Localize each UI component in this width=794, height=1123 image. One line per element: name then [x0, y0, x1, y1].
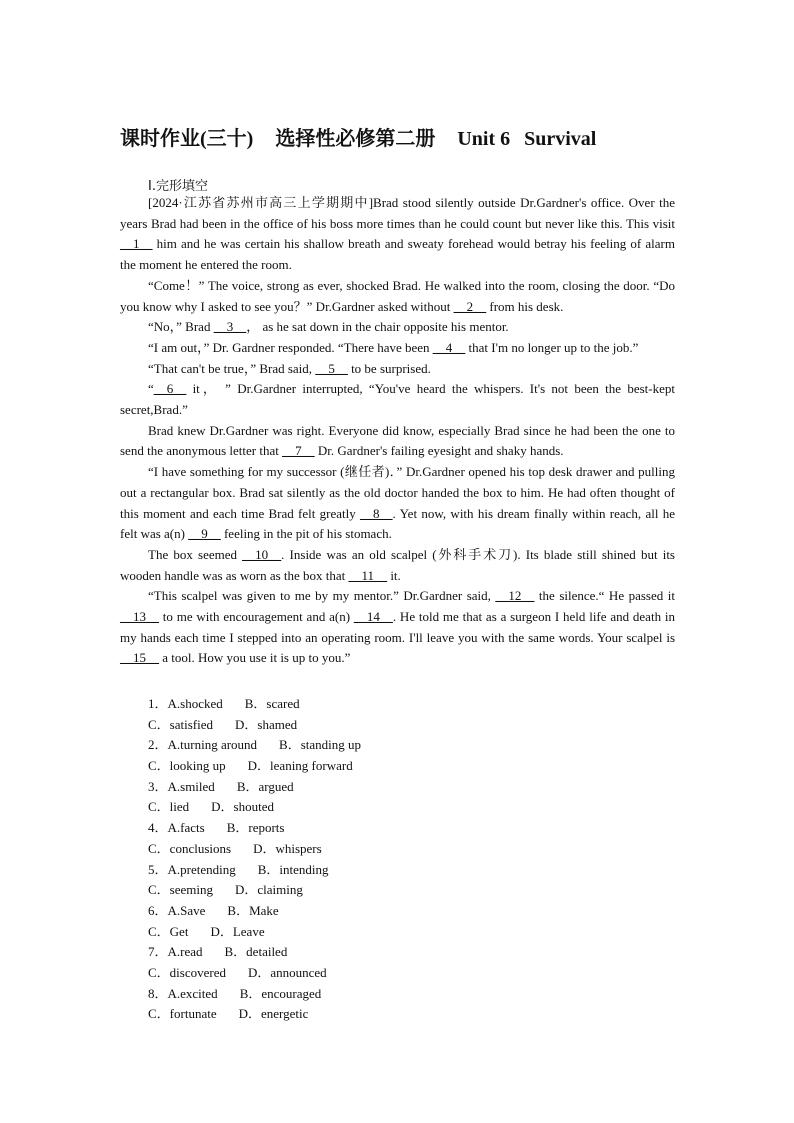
blank-9: __9__ [188, 526, 221, 542]
page-title [120, 122, 680, 151]
option-item: B．standing up [279, 737, 362, 753]
title-book: 选择性必修第二册 [275, 128, 436, 150]
option-item: 6．A.Save [148, 902, 206, 918]
option-row [148, 777, 361, 798]
option-item: D．shamed [235, 716, 298, 732]
option-item: D．leaning forward [247, 758, 353, 774]
option-row [148, 860, 361, 881]
option-item: C．discovered [148, 964, 226, 980]
option-item: 1．A.shocked [148, 696, 223, 711]
blank-2: __2__ [453, 298, 487, 314]
title-main: 课时作业(三十) [120, 128, 254, 150]
option-row [148, 839, 361, 860]
option-item: C．looking up [148, 758, 226, 774]
option-row [148, 756, 361, 777]
option-row [148, 694, 361, 715]
option-item: C．seeming [148, 882, 213, 898]
option-row [148, 922, 361, 943]
blank-8: __8__ [360, 505, 393, 521]
cloze-passage [120, 193, 675, 669]
paragraph-10: “This scalpel was given to me by my mentor.” Dr.Gardner said, __12__ the silence.“ He passed it __13__ to me with encouragement and a(n) __14__. He told me that as a surgeon I held life and death in my hands each time I stepped into an operating room. I'll leave you with the same words. Your scalpel is __15__ a tool. How you use it is up to you.” [120, 588, 675, 666]
blank-11: __11__ [348, 567, 388, 583]
option-row [148, 797, 361, 818]
option-item: B．detailed [224, 944, 288, 960]
option-row [148, 984, 361, 1005]
title-name: Survival [524, 128, 597, 150]
blank-14: __14__ [353, 609, 393, 625]
blank-15: __15__ [120, 650, 159, 666]
option-row [148, 715, 361, 736]
paragraph-7: Brad knew Dr.Gardner was right. Everyone did know, especially Brad since he had been the one to send the anonymous letter that __7__ Dr. Gardner's failing eyesight and shaky hands. [120, 422, 675, 459]
option-item: 2．A.turning around [148, 737, 258, 753]
option-row [148, 735, 361, 756]
source-citation: [2024·江苏省苏州市高三上学期期中] [148, 195, 374, 210]
paragraph-5: “That can't be true，” Brad said, __5__ to be surprised. [148, 360, 431, 376]
option-item: B．intending [257, 861, 329, 877]
option-item: D．claiming [235, 882, 303, 898]
blank-4: __4__ [432, 339, 466, 355]
option-item: 7．A.read [148, 944, 203, 960]
option-item: C．lied [148, 799, 190, 815]
option-row [148, 963, 361, 984]
option-row [148, 880, 361, 901]
option-item: C．fortunate [148, 1006, 217, 1022]
option-item: D．energetic [238, 1006, 309, 1022]
paragraph-6: “__6__ it， ” Dr.Gardner interrupted, “You've heard the whispers. It's not been the best-kept secret,Brad.” [120, 381, 675, 418]
option-item: C．satisfied [148, 716, 213, 732]
option-row [148, 1004, 361, 1025]
blank-6: __6__ [153, 381, 187, 397]
option-item: C．conclusions [148, 840, 232, 856]
blank-5: __5__ [315, 360, 348, 376]
option-item: D．Leave [210, 923, 265, 939]
option-item: B．reports [226, 820, 285, 836]
paragraph-3: “No，” Brad __3__， as he sat down in the chair opposite his mentor. [148, 319, 509, 335]
option-item: 8．A.excited [148, 985, 218, 1001]
blank-12: __12__ [495, 588, 535, 604]
option-item: 3．A.smiled [148, 778, 215, 794]
title-unit: Unit 6 [457, 128, 511, 150]
blank-3: __3__ [213, 319, 247, 335]
blank-13: __13__ [120, 609, 159, 625]
option-item: D．whispers [253, 840, 322, 856]
option-item: D．announced [247, 964, 327, 980]
paragraph-1: [2024·江苏省苏州市高三上学期期中]Brad stood silently outside Dr.Gardner's office. Over the years Brad had been in the office of his boss more times than he could count but never like this. This visit __1__ him and he was certain his shallow breath and sweaty forehead would betray his feeling of alarm the moment he entered the room. [120, 195, 675, 273]
option-row [148, 942, 361, 963]
option-item: B．argued [236, 778, 294, 794]
option-item: 4．A.facts [148, 820, 205, 836]
blank-1: __1__ [120, 236, 153, 252]
blank-10: __10__ [242, 546, 282, 562]
option-row [148, 901, 361, 922]
paragraph-9: The box seemed __10__. Inside was an old scalpel (外科手术刀). Its blade still shined but its wooden handle was as worn as the box that __11__ it. [120, 546, 675, 583]
answer-options [148, 694, 361, 1025]
option-item: B．scared [244, 696, 300, 711]
option-item: B．Make [227, 902, 279, 918]
paragraph-8: “I have something for my successor (继任者)．” Dr.Gardner opened his top desk drawer and pulling out a rectangular box. Brad sat silently as the old doctor handed the box to him. He had often thought of this moment and each time Brad felt greatly __8__. Yet now, with his dream finally within reach, all he felt was a(n) __9__ feeling in the pit of his stomach. [120, 464, 675, 542]
paragraph-2: “Come！” The voice, strong as ever, shocked Brad. He walked into the room, closing the door. “Do you know why I asked to see you？” Dr.Gardner asked without __2__ from his desk. [120, 277, 675, 314]
paragraph-4: “I am out，” Dr. Gardner responded. “There have been __4__ that I'm no longer up to the job.” [148, 339, 639, 355]
option-item: B．encouraged [239, 985, 322, 1001]
blank-7: __7__ [282, 443, 315, 459]
option-item: D．shouted [211, 799, 275, 815]
option-row [148, 818, 361, 839]
section-heading: Ⅰ.完形填空 [148, 179, 208, 194]
option-item: C．Get [148, 923, 189, 939]
option-item: 5．A.pretending [148, 861, 236, 877]
